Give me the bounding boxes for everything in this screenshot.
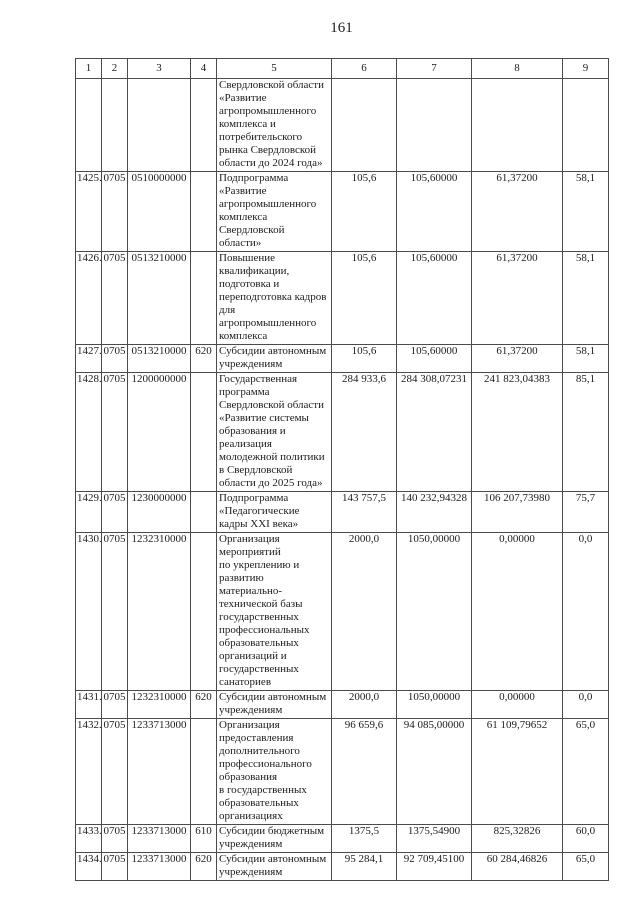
cell-execution-percent bbox=[563, 79, 609, 172]
column-header-5: 5 bbox=[217, 59, 332, 79]
table-row bbox=[76, 533, 609, 691]
cell-section-code: 0705 bbox=[102, 492, 128, 533]
cell-plan-amount: 105,60000 bbox=[397, 345, 472, 373]
cell-expense-type-code bbox=[191, 533, 217, 691]
cell-approved-amount: 284 933,6 bbox=[332, 373, 397, 492]
cell-name: Субсидии автономным учреждениям bbox=[217, 853, 332, 881]
cell-plan-amount: 1050,00000 bbox=[397, 691, 472, 719]
table-row bbox=[76, 853, 609, 881]
cell-section-code: 0705 bbox=[102, 533, 128, 691]
table-row bbox=[76, 691, 609, 719]
cell-plan-amount: 94 085,00000 bbox=[397, 719, 472, 825]
table-row bbox=[76, 825, 609, 853]
cell-executed-amount: 61,37200 bbox=[472, 172, 563, 252]
cell-approved-amount: 105,6 bbox=[332, 252, 397, 345]
cell-expense-type-code bbox=[191, 252, 217, 345]
cell-expense-type-code bbox=[191, 79, 217, 172]
cell-approved-amount: 1375,5 bbox=[332, 825, 397, 853]
cell-execution-percent: 60,0 bbox=[563, 825, 609, 853]
cell-plan-amount: 140 232,94328 bbox=[397, 492, 472, 533]
column-header-1: 1 bbox=[76, 59, 102, 79]
column-header-6: 6 bbox=[332, 59, 397, 79]
cell-target-article-code: 1230000000 bbox=[128, 492, 191, 533]
cell-section-code: 0705 bbox=[102, 373, 128, 492]
cell-expense-type-code: 620 bbox=[191, 691, 217, 719]
table-row bbox=[76, 79, 609, 172]
cell-executed-amount: 0,00000 bbox=[472, 533, 563, 691]
table-row bbox=[76, 719, 609, 825]
cell-execution-percent: 65,0 bbox=[563, 853, 609, 881]
cell-section-code bbox=[102, 79, 128, 172]
column-header-9: 9 bbox=[563, 59, 609, 79]
cell-section-code: 0705 bbox=[102, 691, 128, 719]
cell-execution-percent: 75,7 bbox=[563, 492, 609, 533]
cell-target-article-code: 1233713000 bbox=[128, 825, 191, 853]
cell-name: Свердловской области «Развитие агропромышленного комплекса и потребительского рынка Свердловской области до 2024 года» bbox=[217, 79, 332, 172]
cell-expense-type-code: 620 bbox=[191, 345, 217, 373]
cell-executed-amount: 61,37200 bbox=[472, 345, 563, 373]
cell-executed-amount: 106 207,73980 bbox=[472, 492, 563, 533]
cell-name: Организация предоставления дополнительного профессионального образования в государственных образовательных организациях bbox=[217, 719, 332, 825]
cell-target-article-code: 1232310000 bbox=[128, 533, 191, 691]
cell-name: Повышение квалификации, подготовка и переподготовка кадров для агропромышленного комплекса bbox=[217, 252, 332, 345]
cell-executed-amount: 825,32826 bbox=[472, 825, 563, 853]
cell-expense-type-code bbox=[191, 172, 217, 252]
cell-target-article-code: 1233713000 bbox=[128, 853, 191, 881]
cell-expense-type-code bbox=[191, 373, 217, 492]
cell-approved-amount: 143 757,5 bbox=[332, 492, 397, 533]
table-row bbox=[76, 252, 609, 345]
cell-plan-amount: 284 308,07231 bbox=[397, 373, 472, 492]
column-header-2: 2 bbox=[102, 59, 128, 79]
cell-name: Государственная программа Свердловской области «Развитие системы образования и реализация молодежной политики в Свердловской области до 2025 года» bbox=[217, 373, 332, 492]
cell-target-article-code: 0513210000 bbox=[128, 252, 191, 345]
cell-row-number: 1427. bbox=[76, 345, 102, 373]
cell-section-code: 0705 bbox=[102, 172, 128, 252]
cell-execution-percent: 58,1 bbox=[563, 172, 609, 252]
cell-expense-type-code: 620 bbox=[191, 853, 217, 881]
table-row bbox=[76, 492, 609, 533]
cell-section-code: 0705 bbox=[102, 345, 128, 373]
table-row bbox=[76, 373, 609, 492]
table-header-row bbox=[76, 59, 609, 79]
cell-expense-type-code bbox=[191, 719, 217, 825]
column-header-8: 8 bbox=[472, 59, 563, 79]
cell-target-article-code: 0510000000 bbox=[128, 172, 191, 252]
cell-target-article-code: 0513210000 bbox=[128, 345, 191, 373]
cell-plan-amount: 1050,00000 bbox=[397, 533, 472, 691]
cell-target-article-code: 1232310000 bbox=[128, 691, 191, 719]
cell-execution-percent: 58,1 bbox=[563, 345, 609, 373]
cell-plan-amount: 92 709,45100 bbox=[397, 853, 472, 881]
cell-execution-percent: 0,0 bbox=[563, 533, 609, 691]
cell-approved-amount: 105,6 bbox=[332, 345, 397, 373]
cell-executed-amount: 61 109,79652 bbox=[472, 719, 563, 825]
cell-row-number: 1431. bbox=[76, 691, 102, 719]
cell-plan-amount: 105,60000 bbox=[397, 252, 472, 345]
cell-plan-amount bbox=[397, 79, 472, 172]
table-body bbox=[76, 79, 609, 881]
cell-row-number: 1426. bbox=[76, 252, 102, 345]
cell-target-article-code: 1200000000 bbox=[128, 373, 191, 492]
column-header-3: 3 bbox=[128, 59, 191, 79]
budget-table bbox=[75, 58, 609, 881]
cell-row-number: 1425. bbox=[76, 172, 102, 252]
page-number: 161 bbox=[330, 20, 353, 36]
cell-target-article-code: 1233713000 bbox=[128, 719, 191, 825]
table-row bbox=[76, 345, 609, 373]
cell-row-number: 1434. bbox=[76, 853, 102, 881]
table-row bbox=[76, 172, 609, 252]
cell-executed-amount bbox=[472, 79, 563, 172]
cell-executed-amount: 0,00000 bbox=[472, 691, 563, 719]
cell-section-code: 0705 bbox=[102, 719, 128, 825]
column-header-7: 7 bbox=[397, 59, 472, 79]
cell-section-code: 0705 bbox=[102, 853, 128, 881]
cell-target-article-code bbox=[128, 79, 191, 172]
cell-approved-amount: 95 284,1 bbox=[332, 853, 397, 881]
cell-plan-amount: 105,60000 bbox=[397, 172, 472, 252]
cell-section-code: 0705 bbox=[102, 825, 128, 853]
cell-name: Подпрограмма «Педагогические кадры XXI века» bbox=[217, 492, 332, 533]
column-header-4: 4 bbox=[191, 59, 217, 79]
cell-row-number: 1430. bbox=[76, 533, 102, 691]
cell-execution-percent: 65,0 bbox=[563, 719, 609, 825]
cell-execution-percent: 58,1 bbox=[563, 252, 609, 345]
cell-name: Подпрограмма «Развитие агропромышленного комплекса Свердловской области» bbox=[217, 172, 332, 252]
cell-expense-type-code: 610 bbox=[191, 825, 217, 853]
cell-approved-amount: 2000,0 bbox=[332, 691, 397, 719]
cell-section-code: 0705 bbox=[102, 252, 128, 345]
cell-expense-type-code bbox=[191, 492, 217, 533]
cell-executed-amount: 60 284,46826 bbox=[472, 853, 563, 881]
cell-approved-amount: 105,6 bbox=[332, 172, 397, 252]
cell-row-number bbox=[76, 79, 102, 172]
cell-plan-amount: 1375,54900 bbox=[397, 825, 472, 853]
cell-row-number: 1433. bbox=[76, 825, 102, 853]
cell-execution-percent: 0,0 bbox=[563, 691, 609, 719]
cell-name: Субсидии автономным учреждениям bbox=[217, 691, 332, 719]
cell-execution-percent: 85,1 bbox=[563, 373, 609, 492]
cell-approved-amount: 2000,0 bbox=[332, 533, 397, 691]
cell-approved-amount bbox=[332, 79, 397, 172]
cell-row-number: 1428. bbox=[76, 373, 102, 492]
cell-approved-amount: 96 659,6 bbox=[332, 719, 397, 825]
cell-name: Субсидии бюджетным учреждениям bbox=[217, 825, 332, 853]
cell-name: Организация мероприятий по укреплению и развитию материально-технической базы государственных профессиональных образовательных организаций и государственных санаториев bbox=[217, 533, 332, 691]
cell-executed-amount: 241 823,04383 bbox=[472, 373, 563, 492]
cell-row-number: 1432. bbox=[76, 719, 102, 825]
cell-executed-amount: 61,37200 bbox=[472, 252, 563, 345]
cell-name: Субсидии автономным учреждениям bbox=[217, 345, 332, 373]
cell-row-number: 1429. bbox=[76, 492, 102, 533]
